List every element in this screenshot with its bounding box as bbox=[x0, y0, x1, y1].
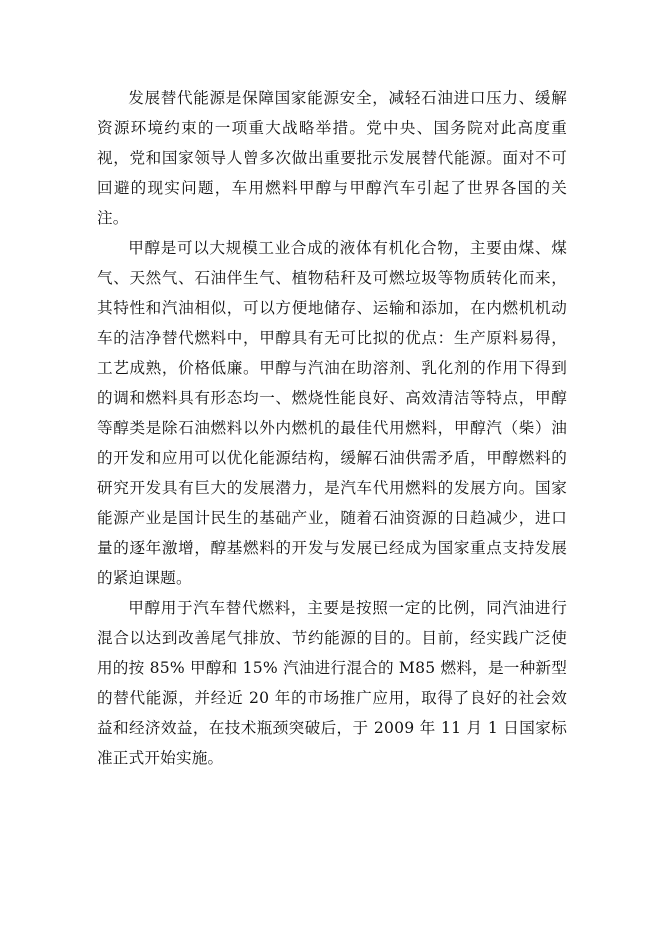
paragraph-alternative-energy: 发展替代能源是保障国家能源安全，减轻石油进口压力、缓解资源环境约束的一项重大战略举措。党中央、国务院对此高度重视，党和国家领导人曾多次做出重要批示发展替代能源。面对不可回避的现实问题，车用燃料甲醇与甲醇汽车引起了世界各国的关注。 bbox=[97, 89, 567, 227]
paragraph-methanol-fuel-usage: 甲醇用于汽车替代燃料，主要是按照一定的比例，同汽油进行混合以达到改善尾气排放、节约能源的目的。目前，经实践广泛使用的按 85% 甲醇和 15% 汽油进行混合的 M85 燃料，是一种新型的替代能源，并经近 20 年的市场推广应用，取得了良好的社会效益和经济效益，在技术瓶颈突破后，于 2009 年 11 月 1 日国家标准正式开始实施。 bbox=[97, 599, 567, 767]
paragraph-methanol-properties: 甲醇是可以大规模工业合成的液体有机化合物，主要由煤、煤气、天然气、石油伴生气、植物秸秆及可燃垃圾等物质转化而来，其特性和汽油相似，可以方便地储存、运输和添加，在内燃机机动车的洁净替代燃料中，甲醇具有无可比拟的优点：生产原料易得，工艺成熟，价格低廉。甲醇与汽油在助溶剂、乳化剂的作用下得到的调和燃料具有形态均一、燃烧性能良好、高效清洁等特点，甲醇等醇类是除石油燃料以外内燃机的最佳代用燃料，甲醇汽（柴）油的开发和应用可以优化能源结构，缓解石油供需矛盾，甲醇燃料的研究开发具有巨大的发展潜力，是汽车代用燃料的发展方向。国家能源产业是国计民生的基础产业，随着石油资源的日趋减少，进口量的逐年激增，醇基燃料的开发与发展已经成为国家重点支持发展的紧迫课题。 bbox=[97, 239, 567, 587]
document-body bbox=[97, 83, 567, 773]
